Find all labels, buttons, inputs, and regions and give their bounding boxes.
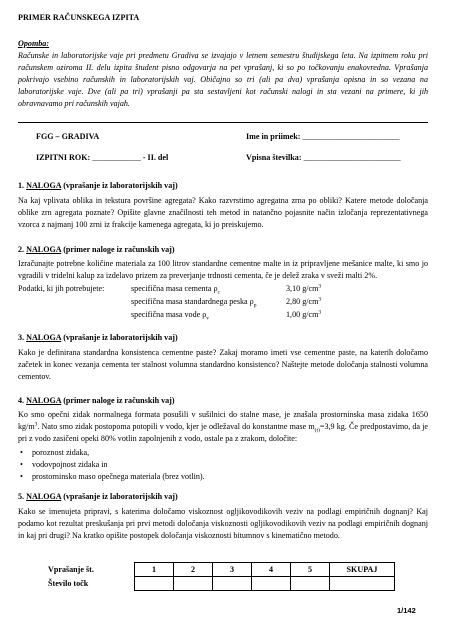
task-2-text: Izračunajte potrebne količine materiala za 100 litrov standardne cementne malte in iz pripravljene mešanice malte, ki smo jo vgradili v tridelni kalup za izdelavo prizem za preverjanje trdnosti cementa, če je delež zraka v sveži malti 2%. [18,259,428,280]
points-cell[interactable] [213,577,252,591]
task-5-text: Kako se imenujeta pripravi, s katerima določamo viskoznost ogljikovodikovih veziv na podlagi empiričnih dognanj? Kaj podamo kot rezultat preskušanja pri prvi metodi določanja viskoznosti ogljikovodikovih veziv na podlagi empiričnih dognanj in kaj pri drugi? Na kratko opišite postopek določanja viskoznosti bitumnov s kinematično metodo. [18,507,428,540]
header-divider [18,122,428,123]
course-name: FGG – GRADIVA [36,132,100,141]
enroll-blank[interactable]: ________________________ [303,153,401,162]
data-exponent: 3 [318,296,322,303]
task-3-text: Kako je definirana standardna konsistenca cementne paste? Zakaj moramo imeti vse cementne paste, na katerih določamo začetek in konec vezanja cementa ter stalnost volumna standardno konsistenco? Naštejte metode določanja stalnosti volumna cementov. [18,348,428,381]
column-header: 4 [252,563,291,577]
task-type: (vprašanje iz laboratorijskih vaj) [63,333,178,342]
exam-label: IZPITNI ROK: [36,153,91,162]
task-type: (primer naloge iz računskih vaj) [63,396,175,405]
data-exponent: 3 [318,309,322,316]
note-label: Opomba: [18,39,50,48]
task-number: 3. [18,333,25,342]
exam-field [36,152,168,164]
score-table [48,562,395,591]
task-4-text [18,409,428,445]
points-cell[interactable] [291,577,330,591]
points-label: Število točk [48,579,89,588]
data-name: specifična masa standardnega peska ρ [131,297,254,306]
column-header: 1 [135,563,174,577]
total-header: SKUPAJ [330,563,395,577]
data-value: 3,10 g/cm [286,284,319,293]
task-4-text-part: . Nato smo zidak postopoma potopili v vodo, kjer je odležaval do konstantne mase m [37,422,315,431]
document-title: PRIMER RAČUNSKEGA IZPITA [18,13,140,22]
data-exponent: 3 [318,283,322,290]
page-number: 1/142 [397,606,416,615]
enroll-field [246,152,401,164]
data-value-sand [286,296,321,308]
mass-subscript: (t) [314,427,320,434]
task-number: 2. [18,245,25,254]
enroll-label: Vpisna številka: [246,153,302,162]
column-header: 5 [291,563,330,577]
task-5-heading [18,491,178,503]
data-row-cement [131,283,220,295]
points-cell[interactable] [174,577,213,591]
data-value: 2,80 g/cm [286,297,319,306]
exam-part: - II. del [142,153,169,162]
task-label: NALOGA [26,245,62,254]
data-row-water [131,309,209,321]
table-row [48,577,395,591]
task-type: (vprašanje iz laboratorijskih vaj) [63,181,178,190]
task-label: NALOGA [26,333,62,342]
task-number: 4. [18,396,25,405]
list-item: • prostorninsko maso opečnega materiala (brez votlin). [18,471,418,483]
task-4-heading [18,395,175,407]
task-type: (vprašanje iz laboratorijskih vaj) [63,492,178,501]
column-header: 2 [174,563,213,577]
data-name: specifična masa vode ρ [131,310,207,319]
task-3-heading [18,332,178,344]
task-1-heading [18,180,178,192]
data-row-sand [131,296,256,308]
column-header: 3 [213,563,252,577]
task-type: (primer naloge iz računskih vaj) [63,245,175,254]
task-label: NALOGA [26,181,62,190]
note-text: Računske in laboratorijske vaje pri predmetu Gradiva se izvajajo v letnem semestru študijskega leta. Na izpitnem roku pri računskem oziroma II. delu izpita študent pisno odgovarja na pet vprašanj, ki so po točkovanju enakovredna. Vprašanja pokrivajo vsebino računskih in laboratorijskih vaj. Običajno so tri (ali pa dva) vprašanja opisna in so vezana na laboratorijske vaje. Dve (ali pa tri) vprašanji pa sta sestavljeni kot računski nalogi in sta vezani na primere, ki jih obravnavamo pri računskih vajah. [18,51,428,108]
task-2-data-label: Podatki, ki jih potrebujete: [18,284,105,293]
name-blank[interactable]: ________________________ [302,132,400,141]
points-cell[interactable] [135,577,174,591]
task-4-bullet-list [18,447,418,483]
unit-exponent: 3 [34,421,38,428]
task-2-heading [18,244,175,256]
question-number-label: Vprašanje št. [48,565,94,574]
task-4-text-part: Ko smo opečni zidak normalnega formata posušili v sušilnici do stalne mase, je znašala prostorninska masa zidaka 1650 kg/m [18,410,428,431]
data-value-water [286,309,321,321]
data-value-cement [286,283,321,295]
task-1-text: Na kaj vplivata oblika in tekstura površine agregata? Kako razvrstimo agregatna zrna po obliki? Katere metode določanja oblike zrn agregata poznate? Opišite glavne značilnosti teh metod in natančno pojasnite način izločanja reprezentativnega vzorca z najmanj 100 zrni iz frakcije kamenega agregata, ki jo preiskujemo. [18,196,428,229]
name-label: Ime in priimek: [246,132,301,141]
task-number: 1. [18,181,25,190]
data-subscript: p [253,302,257,309]
points-cell[interactable] [252,577,291,591]
list-item: • vodovpojnost zidaka in [18,459,418,471]
task-number: 5. [18,492,25,501]
task-label: NALOGA [26,396,62,405]
total-cell[interactable] [330,577,395,591]
table-row [48,563,395,577]
exam-blank[interactable]: ____________ [92,153,141,162]
task-4-text-part: =3,9 kg. Če predpostavimo, da je pri z vodo zasičeni opeki 80% votlin zapolnjenih z vodo, ostale pa z zrakom, določite: [18,422,428,443]
data-value: 1,00 g/cm [286,310,319,319]
data-subscript: v [206,315,210,322]
list-item: • poroznost zidaka, [18,447,418,459]
data-subscript: c [217,289,220,296]
task-label: NALOGA [26,492,62,501]
name-field [246,131,400,143]
data-name: specifična masa cementa ρ [131,284,218,293]
